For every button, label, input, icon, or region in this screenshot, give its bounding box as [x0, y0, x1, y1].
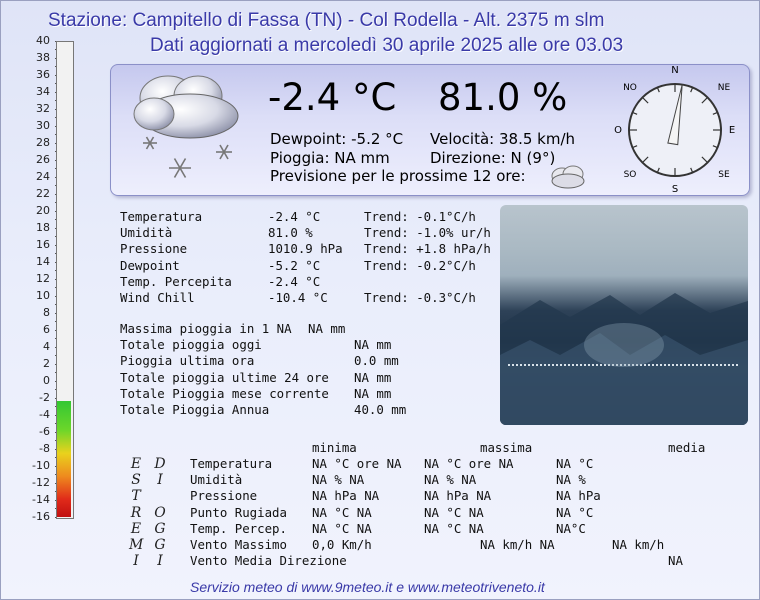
extreme-avg: NA [668, 553, 683, 569]
extreme-max: NA °C NA [424, 520, 484, 536]
thermo-label: 34 [36, 85, 50, 98]
thermo-label: 32 [36, 102, 50, 115]
thermo-label: -4 [39, 408, 50, 421]
footer-credits: Servizio meteo di www.9meteo.it e www.meteotriveneto.it [190, 579, 545, 595]
oggi-side-letter: O [154, 504, 166, 521]
extreme-max: NA km/h NA [480, 537, 555, 552]
thermo-label: 28 [36, 136, 50, 149]
thermo-label: -10 [32, 459, 50, 472]
reading-label: Temperatura [120, 209, 203, 224]
thermo-label: 36 [36, 68, 50, 81]
extremes-side-letter: T [131, 488, 141, 505]
reading-trend: Trend: +1.8 hPa/h [364, 241, 491, 257]
reading-trend: Trend: -1.0% ur/h [364, 225, 491, 241]
extreme-label: Temp. Percep. [190, 520, 287, 536]
thermo-label: 4 [43, 340, 50, 353]
extreme-avg: NA°C [556, 520, 586, 536]
extreme-max: NA °C NA [424, 504, 484, 520]
extreme-label: Vento Massimo [190, 537, 287, 552]
reading-value: -2.4 °C [268, 273, 321, 289]
oggi-side-letter: G [154, 520, 166, 537]
cloud-snow-icon [128, 68, 248, 190]
extreme-min: NA % NA [312, 472, 365, 488]
rain-value: 0.0 mm [354, 353, 399, 369]
extreme-min: NA °C ore NA [312, 456, 402, 471]
rain-label: Pioggia ultima ora [120, 353, 255, 369]
thermo-label: 2 [43, 357, 50, 370]
compass-o: O [614, 125, 622, 136]
reading-value: 1010.9 hPa [268, 241, 343, 257]
thermo-label: -14 [32, 493, 50, 506]
thermo-label: 12 [36, 272, 50, 285]
reading-label: Temp. Percepita [120, 273, 232, 289]
extreme-label: Pressione [190, 488, 258, 504]
compass-so: SO [623, 170, 637, 180]
extreme-min: NA °C NA [312, 504, 372, 520]
compass-no: NO [623, 83, 637, 93]
compass-ne: NE [717, 83, 731, 93]
oggi-side-letter: G [154, 537, 166, 553]
thermo-label: -6 [39, 425, 50, 438]
rain-label: Totale pioggia oggi [120, 337, 262, 353]
extreme-max: NA % NA [424, 472, 477, 488]
extreme-max: NA hPa NA [424, 488, 492, 504]
extreme-avg: NA °C [556, 456, 594, 471]
thermo-label: 6 [43, 323, 50, 336]
reading-trend: Trend: -0.2°C/h [364, 257, 476, 273]
reading-value: -10.4 °C [268, 290, 328, 305]
rain-value: NA mm [354, 337, 392, 353]
station-title: Stazione: Campitello di Fassa (TN) - Col Rodella - Alt. 2375 m slm [48, 10, 605, 31]
compass-e: E [728, 125, 736, 136]
thermo-label: 16 [36, 238, 50, 251]
thermo-label: 10 [36, 289, 50, 302]
extreme-label: Vento Media Direzione [190, 553, 347, 569]
current-wind-speed: Velocità: 38.5 km/h [430, 130, 576, 148]
thermo-label: 38 [36, 51, 50, 64]
rain-value: NA mm [308, 321, 346, 336]
thermo-label: -12 [32, 476, 50, 489]
oggi-side-letter: D [154, 456, 166, 472]
extreme-avg: NA °C [556, 504, 594, 520]
reading-label: Dewpoint [120, 257, 180, 273]
current-temperature: -2.4 °C [268, 76, 397, 119]
header-minima: minima [312, 440, 357, 455]
rain-label: Totale Pioggia mese corrente [120, 385, 329, 401]
thermometer-mercury [57, 401, 71, 517]
reading-label: Wind Chill [120, 290, 195, 305]
thermo-label: -8 [39, 442, 50, 455]
reading-trend: Trend: -0.3°C/h [364, 290, 476, 305]
extreme-min: NA hPa NA [312, 488, 380, 504]
thermo-label: 0 [43, 374, 50, 387]
reading-value: -5.2 °C [268, 257, 321, 273]
extreme-avg: NA km/h [612, 537, 665, 552]
thermo-label: 40 [36, 34, 50, 47]
reading-value: -2.4 °C [268, 209, 321, 224]
cloud-icon [548, 162, 588, 190]
reading-label: Umidità [120, 225, 173, 241]
oggi-side-letter: I [157, 553, 163, 570]
extremes-side-letter: M [129, 537, 144, 553]
thermo-label: -2 [39, 391, 50, 404]
reading-trend: Trend: -0.1°C/h [364, 209, 476, 224]
extreme-min: NA °C NA [312, 520, 372, 536]
thermo-label: 26 [36, 153, 50, 166]
extreme-max: NA °C ore NA [424, 456, 514, 471]
rain-value: 40.0 mm [354, 402, 407, 417]
rain-label: Totale pioggia ultime 24 ore [120, 369, 329, 385]
thermo-label: -16 [32, 510, 50, 523]
thermo-label: 24 [36, 170, 50, 183]
extremes-side-letter: I [133, 553, 139, 570]
extremes-side-letter: R [130, 504, 142, 521]
current-dewpoint: Dewpoint: -5.2 °C [270, 130, 404, 148]
extreme-avg: NA % [556, 472, 586, 488]
compass-n: N [671, 65, 679, 76]
thermo-label: 20 [36, 204, 50, 217]
thermo-label: 18 [36, 221, 50, 234]
wind-compass [612, 64, 738, 194]
compass-s: S [671, 184, 679, 194]
current-wind-direction: Direzione: N (9°) [430, 149, 556, 167]
reading-value: 81.0 % [268, 225, 313, 241]
extreme-label: Umidità [190, 472, 243, 488]
thermo-label: 8 [43, 306, 50, 319]
rain-value: NA mm [354, 385, 392, 401]
extreme-label: Punto Rugiada [190, 504, 287, 520]
update-timestamp: Dati aggiornati a mercoledì 30 aprile 2025 alle ore 03.03 [150, 35, 624, 56]
thermo-label: 22 [36, 187, 50, 200]
thermo-label: 14 [36, 255, 50, 268]
extremes-side-letter: E [130, 456, 142, 472]
extremes-side-letter: S [131, 472, 141, 489]
current-rain: Pioggia: NA mm [270, 149, 390, 167]
header-massima: massima [480, 440, 533, 455]
header-media: media [668, 440, 706, 455]
webcam-image [500, 205, 748, 425]
rain-label: Massima pioggia in 1 NA [120, 321, 292, 336]
rain-label: Totale Pioggia Annua [120, 402, 270, 417]
oggi-side-letter: I [157, 472, 163, 489]
extreme-avg: NA hPa [556, 488, 601, 504]
extreme-min: 0,0 Km/h [312, 537, 372, 552]
forecast-label: Previsione per le prossime 12 ore: [270, 167, 526, 185]
extremes-side-letter: E [130, 520, 142, 537]
thermo-label: 30 [36, 119, 50, 132]
current-humidity: 81.0 % [438, 76, 568, 119]
compass-se: SE [718, 170, 730, 180]
rain-value: NA mm [354, 369, 392, 385]
extreme-label: Temperatura [190, 456, 273, 471]
reading-label: Pressione [120, 241, 188, 257]
